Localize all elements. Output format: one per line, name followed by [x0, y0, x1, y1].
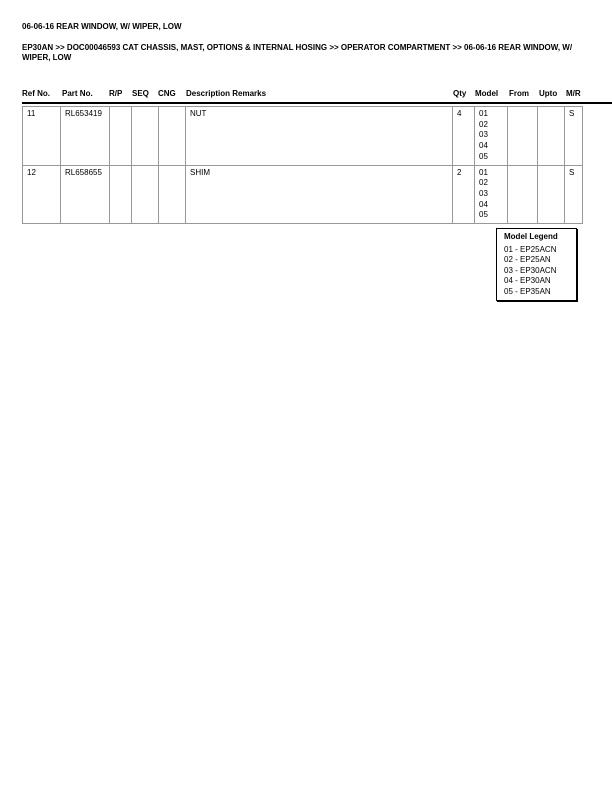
model-legend: [496, 228, 577, 301]
header-model: Model: [475, 89, 499, 98]
cell-seq: [132, 107, 159, 166]
model-code: 04: [479, 199, 488, 209]
header-cng: CNG: [158, 89, 176, 98]
cell-cng: [159, 107, 186, 166]
model-code: 04: [479, 141, 488, 151]
header-part-no: Part No.: [62, 89, 93, 98]
cell-from: [508, 165, 538, 224]
model-legend-title: Model Legend: [504, 232, 558, 241]
model-code: 03: [479, 188, 488, 198]
header-seq: SEQ: [132, 89, 149, 98]
breadcrumb: EP30AN >> DOC00046593 CAT CHASSIS, MAST, OPTIONS & INTERNAL HOSING >> OPERATOR COMPARTMENT >> 06-06-16 REAR WINDOW, W/ WIPER, LOW: [22, 43, 573, 62]
model-code: 02: [479, 119, 488, 129]
cell-part-text: RL653419: [65, 109, 102, 118]
model-code: 05: [479, 210, 488, 220]
header-rp: R/P: [109, 89, 123, 98]
cell-desc-text: NUT: [190, 109, 207, 118]
header-qty: Qty: [453, 89, 467, 98]
legend-item: 03 - EP30ACN: [504, 265, 557, 275]
parts-table: [22, 106, 583, 224]
cell-mr-text: S: [569, 167, 575, 177]
cell-part: [61, 165, 110, 224]
cell-upto: [538, 165, 565, 224]
page-title: 06-06-16 REAR WINDOW, W/ WIPER, LOW: [22, 22, 182, 31]
cell-ref-text: 11: [27, 109, 36, 118]
cell-cng: [159, 165, 186, 224]
model-code: 02: [479, 178, 488, 188]
cell-ref: [23, 107, 61, 166]
model-code: 03: [479, 130, 488, 140]
table-row: [23, 165, 583, 224]
legend-item: 01 - EP25ACN: [504, 244, 557, 254]
model-code: 01: [479, 167, 488, 177]
legend-item: 02 - EP25AN: [504, 255, 551, 264]
header-ref-no: Ref No.: [22, 89, 50, 98]
header-description: Description Remarks: [186, 89, 267, 98]
cell-rp: [110, 165, 132, 224]
cell-mr: [565, 107, 583, 166]
cell-mr: [565, 165, 583, 224]
cell-desc-text: SHIM: [190, 167, 210, 177]
model-code: 01: [479, 109, 488, 118]
cell-ref-text: 12: [27, 167, 36, 177]
legend-item: 05 - EP35AN: [504, 286, 551, 296]
cell-upto: [538, 107, 565, 166]
cell-qty: [453, 165, 475, 224]
table-row: [23, 107, 583, 166]
model-code: 05: [479, 151, 488, 161]
header-mr: M/R: [566, 89, 581, 98]
cell-qty-text: 4: [457, 109, 462, 118]
cell-from: [508, 107, 538, 166]
cell-mr-text: S: [569, 109, 575, 118]
cell-desc: [186, 107, 453, 166]
header-divider: [22, 102, 612, 104]
cell-models: [475, 165, 508, 224]
cell-part: [61, 107, 110, 166]
header-upto: Upto: [539, 89, 558, 98]
cell-qty: [453, 107, 475, 166]
cell-ref: [23, 165, 61, 224]
cell-qty-text: 2: [457, 167, 462, 177]
cell-models: [475, 107, 508, 166]
cell-part-text: RL658655: [65, 167, 102, 177]
legend-item: 04 - EP30AN: [504, 276, 551, 285]
cell-rp: [110, 107, 132, 166]
header-from: From: [509, 89, 529, 98]
cell-seq: [132, 165, 159, 224]
cell-desc: [186, 165, 453, 224]
